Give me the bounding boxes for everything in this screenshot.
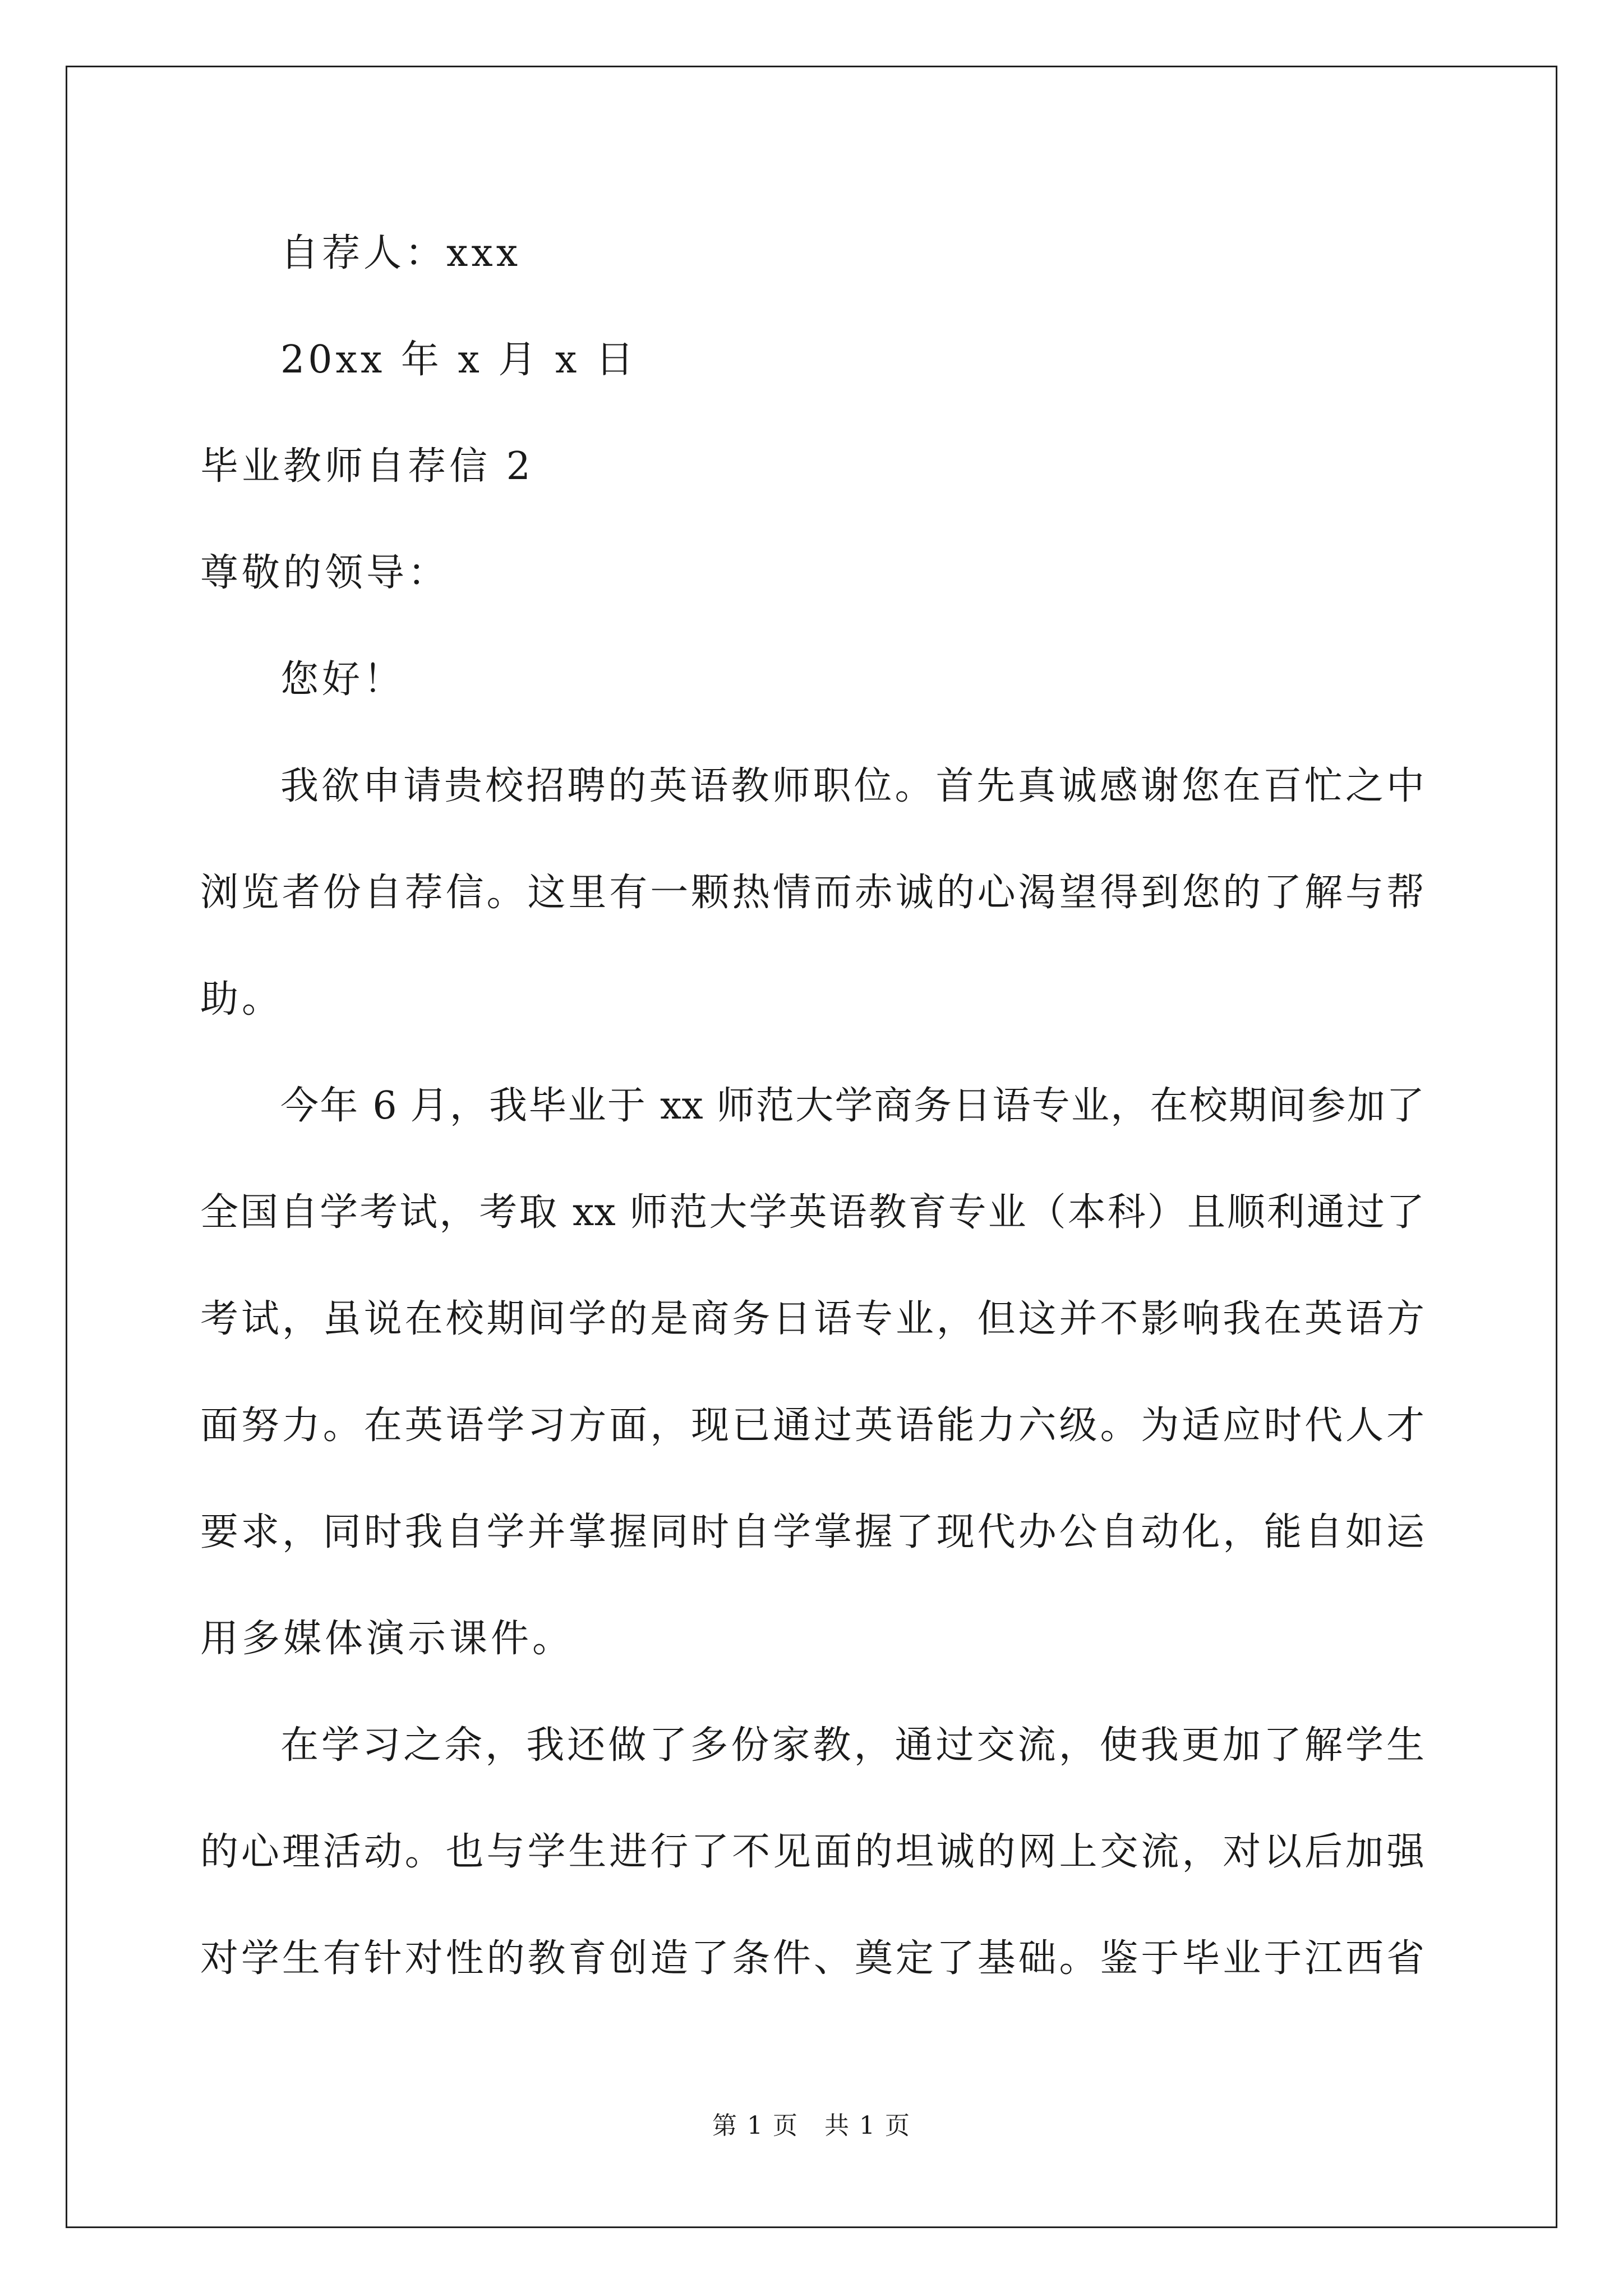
signature-date: 20xx 年 x 月 x 日: [280, 338, 638, 382]
body-line: 浏览者份自荐信。这里有一颗热情而赤诚的心渴望得到您的了解与帮: [200, 871, 1424, 915]
body-line: 我欲申请贵校招聘的英语教师职位。首先真诚感谢您在百忙之中: [280, 764, 1424, 808]
page-footer: 第 1 页 共 1 页: [712, 2111, 911, 2140]
body-line: 今年 6 月，我毕业于 xx 师范大学商务日语专业，在校期间参加了: [280, 1084, 1424, 1128]
body-line: 对学生有针对性的教育创造了条件、奠定了基础。鉴于毕业于江西省: [200, 1936, 1424, 1981]
body-line: 用多媒体演示课件。: [200, 1617, 574, 1661]
body-line: 面努力。在英语学习方面，现已通过英语能力六级。为适应时代人才: [200, 1404, 1424, 1448]
page-border: [66, 66, 1557, 2228]
body-line: 在学习之余，我还做了多份家教，通过交流，使我更加了解学生: [280, 1723, 1424, 1768]
body-line: 考试，虽说在校期间学的是商务日语专业，但这并不影响我在英语方: [200, 1297, 1424, 1341]
salutation: 尊敬的领导：: [200, 551, 450, 595]
greeting: 您好！: [280, 657, 405, 702]
body-line: 的心理活动。也与学生进行了不见面的坦诚的网上交流，对以后加强: [200, 1830, 1424, 1874]
body-line: 助。: [200, 977, 284, 1022]
body-line: 全国自学考试，考取 xx 师范大学英语教育专业（本科）且顺利通过了: [200, 1190, 1424, 1235]
letter-title: 毕业教师自荐信 2: [200, 444, 534, 489]
signature-author: 自荐人：xxx: [280, 231, 522, 275]
body-line: 要求，同时我自学并掌握同时自学掌握了现代办公自动化，能自如运: [200, 1510, 1424, 1554]
